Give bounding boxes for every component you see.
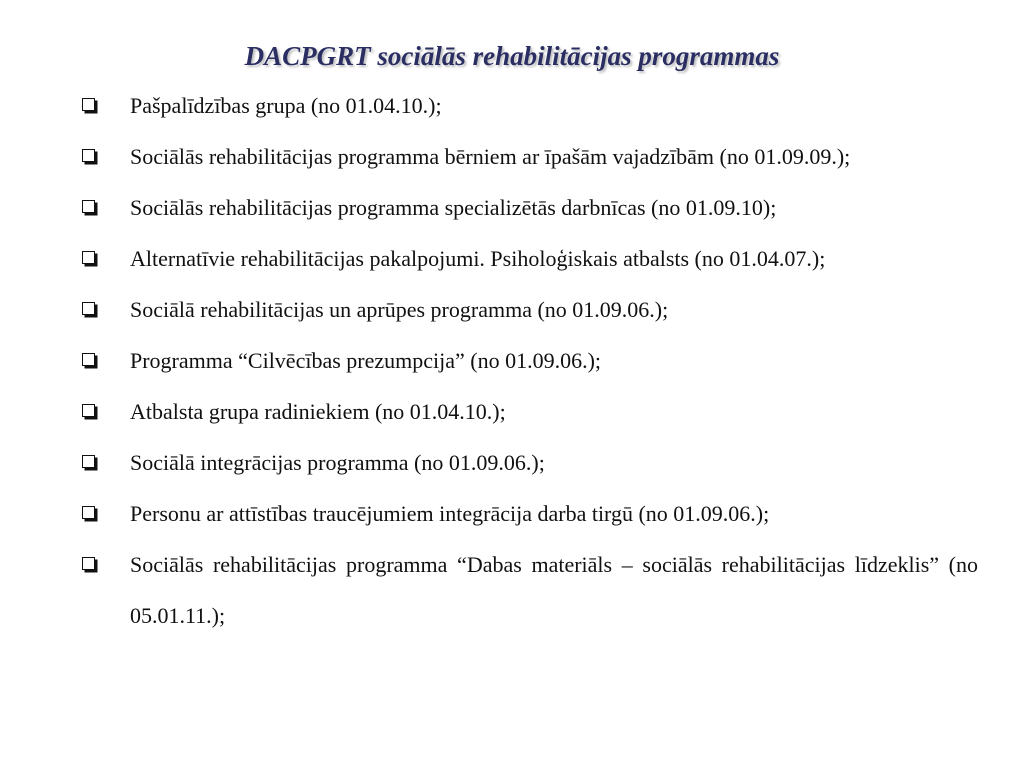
list-item xyxy=(74,233,978,284)
checkbox-square-icon xyxy=(74,437,130,488)
list-item xyxy=(74,539,978,641)
checkbox-square-icon xyxy=(74,539,130,590)
list-item xyxy=(74,80,978,131)
list-item xyxy=(74,335,978,386)
list-item-text: Sociālās rehabilitācijas programma bērniem ar īpašām vajadzībām (no 01.09.09.); xyxy=(130,144,851,169)
checkbox-square-icon xyxy=(74,131,130,182)
list-item-text: Sociālās rehabilitācijas programma “Dabas materiāls – sociālās rehabilitācijas līdzeklis” (no 05.01.11.); xyxy=(130,552,978,628)
list-item-text: Sociālās rehabilitācijas programma specializētās darbnīcas (no 01.09.10); xyxy=(130,195,777,220)
list-item xyxy=(74,437,978,488)
checkbox-square-icon xyxy=(74,386,130,437)
list-item-text: Programma “Cilvēcības prezumpcija” (no 01.09.06.); xyxy=(130,348,602,373)
list-item xyxy=(74,131,978,182)
list-item-text: Pašpalīdzības grupa (no 01.04.10.); xyxy=(130,93,442,118)
checkbox-square-icon xyxy=(74,284,130,335)
list-item-text: Sociālā integrācijas programma (no 01.09.06.); xyxy=(130,450,545,475)
checkbox-square-icon xyxy=(74,80,130,131)
bullet-list xyxy=(74,80,978,641)
checkbox-square-icon xyxy=(74,182,130,233)
list-item-text: Personu ar attīstības traucējumiem integrācija darba tirgū (no 01.09.06.); xyxy=(130,501,770,526)
list-item xyxy=(74,182,978,233)
checkbox-square-icon xyxy=(74,488,130,539)
list-item-text: Atbalsta grupa radiniekiem (no 01.04.10.); xyxy=(130,399,506,424)
list-item xyxy=(74,284,978,335)
slide-title: DACPGRT sociālās rehabilitācijas programmas xyxy=(244,41,780,71)
checkbox-square-icon xyxy=(74,233,130,284)
checkbox-square-icon xyxy=(74,335,130,386)
list-item-text: Alternatīvie rehabilitācijas pakalpojumi. Psiholoģiskais atbalsts (no 01.04.07.); xyxy=(130,246,826,271)
list-item xyxy=(74,386,978,437)
list-item xyxy=(74,488,978,539)
list-item-text: Sociālā rehabilitācijas un aprūpes programma (no 01.09.06.); xyxy=(130,297,669,322)
